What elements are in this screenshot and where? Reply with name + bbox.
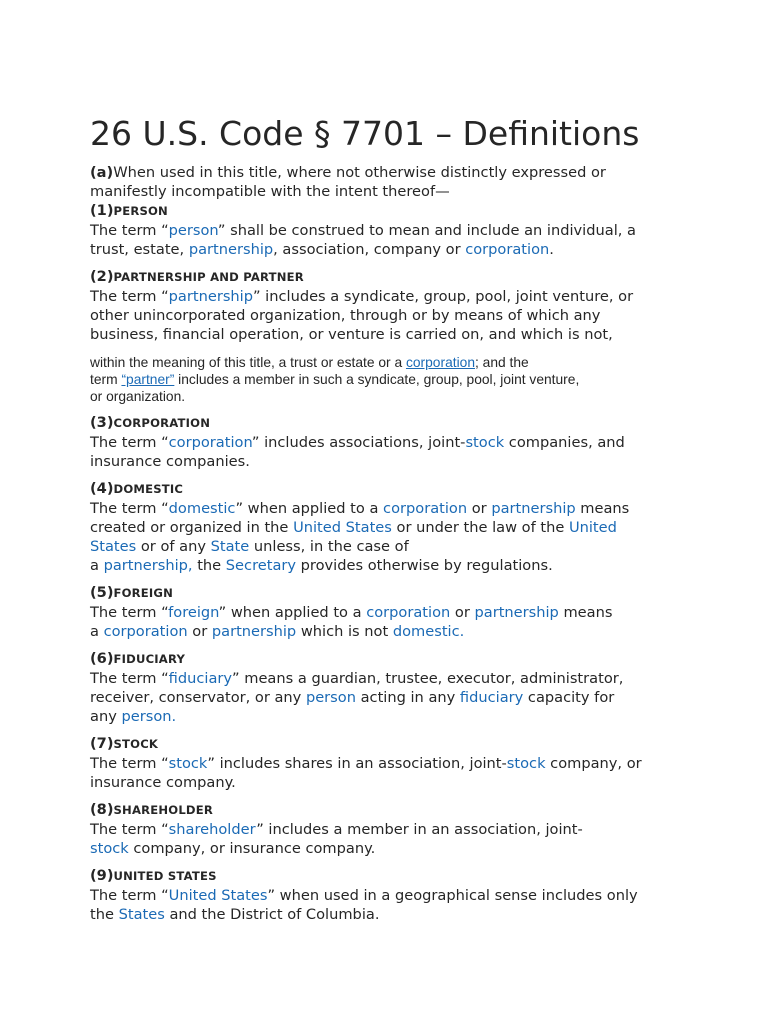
text-run: The term “ xyxy=(90,288,169,305)
definition-line xyxy=(90,518,700,537)
text-run: ; and the xyxy=(475,355,529,370)
term-link-united-states[interactable]: United xyxy=(568,519,617,536)
definition-heading xyxy=(90,866,700,886)
term-link-stock[interactable]: stock xyxy=(90,840,129,857)
continuation-line xyxy=(90,371,700,388)
text-run: The term “ xyxy=(90,670,169,687)
text-run: capacity for xyxy=(523,689,615,706)
text-run: the xyxy=(90,906,119,923)
definition-title: SHAREHOLDER xyxy=(113,803,213,817)
intro-line-1 xyxy=(90,163,700,182)
text-run: provides otherwise by regulations. xyxy=(296,557,553,574)
text-run: a xyxy=(90,623,104,640)
text-run: and the District of Columbia. xyxy=(164,906,380,923)
definition-line xyxy=(90,820,700,839)
definition-line: other unincorporated organization, through or by means of which any xyxy=(90,307,601,324)
definition-line xyxy=(90,603,700,622)
definition-title: CORPORATION xyxy=(113,416,211,430)
definition-line: insurance companies. xyxy=(90,453,250,470)
text-run: means xyxy=(575,500,630,517)
text-run: companies, and xyxy=(504,434,625,451)
definition-line xyxy=(90,707,700,726)
definition-title: FOREIGN xyxy=(113,586,174,600)
definition-line xyxy=(90,886,700,905)
definition-fiduciary xyxy=(90,649,700,726)
text-run: or of any xyxy=(136,538,211,555)
definition-line xyxy=(90,433,700,452)
definition-number: (8) xyxy=(90,801,114,818)
term-link-partnership[interactable]: partnership xyxy=(491,500,576,517)
definition-partnership xyxy=(90,267,700,405)
term-link-stock[interactable]: stock xyxy=(465,434,505,451)
text-run: trust, estate, xyxy=(90,241,189,258)
text-run: company, or insurance company. xyxy=(128,840,376,857)
definition-number: (7) xyxy=(90,735,114,752)
text-run: term xyxy=(90,372,122,387)
term-link-corporation[interactable]: corporation xyxy=(405,355,475,370)
text-run: ” includes a member in an association, joint- xyxy=(256,821,583,838)
definition-heading xyxy=(90,583,700,603)
definition-line xyxy=(90,688,700,707)
text-run: ” when applied to a xyxy=(218,604,367,621)
text-run: The term “ xyxy=(90,604,169,621)
definition-title: UNITED STATES xyxy=(113,869,217,883)
text-run: ” includes associations, joint- xyxy=(251,434,466,451)
term-link-person[interactable]: person xyxy=(168,222,218,239)
definition-line xyxy=(90,537,700,556)
term-link-person[interactable]: person xyxy=(305,689,356,706)
definition-number: (9) xyxy=(90,867,114,884)
text-run: means xyxy=(558,604,613,621)
term-link-corporation[interactable]: corporation xyxy=(383,500,468,517)
document-body xyxy=(90,163,700,924)
term-link-domestic[interactable]: domestic xyxy=(168,500,236,517)
definition-line xyxy=(90,499,700,518)
definition-number: (5) xyxy=(90,584,114,601)
term-link-united-states[interactable]: United States xyxy=(293,519,392,536)
page-title: 26 U.S. Code § 7701 – Definitions xyxy=(90,114,640,153)
continuation-line xyxy=(90,354,700,371)
text-run: or xyxy=(467,500,492,517)
definition-number: (3) xyxy=(90,414,114,431)
definition-line xyxy=(90,905,700,924)
definition-line xyxy=(90,622,700,641)
term-link-partnership[interactable]: partnership, xyxy=(103,557,193,574)
term-link-united-states[interactable]: United States xyxy=(168,887,268,904)
term-link-corporation[interactable]: corporation xyxy=(465,241,550,258)
term-link-secretary[interactable]: Secretary xyxy=(225,557,297,574)
text-run: ” when applied to a xyxy=(235,500,384,517)
definition-heading xyxy=(90,734,700,754)
text-run: created or organized in the xyxy=(90,519,294,536)
term-link-fiduciary[interactable]: fiduciary xyxy=(459,689,524,706)
definition-line xyxy=(90,240,700,259)
definition-foreign xyxy=(90,583,700,641)
definition-united-states xyxy=(90,866,700,924)
text-run: the xyxy=(192,557,226,574)
continuation-line: or organization. xyxy=(90,389,186,404)
text-run: The term “ xyxy=(90,887,169,904)
definition-line xyxy=(90,754,700,773)
text-run: The term “ xyxy=(90,222,169,239)
intro-text-1: When used in this title, where not otherwise distinctly expressed or xyxy=(113,164,606,181)
definition-corporation xyxy=(90,413,700,471)
term-link-corporation[interactable]: corporation xyxy=(366,604,451,621)
definition-heading xyxy=(90,479,700,499)
definition-heading xyxy=(90,201,700,221)
term-link-united-states[interactable]: States xyxy=(90,538,137,555)
definition-stock xyxy=(90,734,700,792)
definition-line xyxy=(90,556,700,575)
definition-heading xyxy=(90,267,700,287)
text-run: any xyxy=(90,708,122,725)
text-run: ” shall be construed to mean and include an individual, a xyxy=(217,222,636,239)
definition-person xyxy=(90,201,700,259)
text-run: or xyxy=(450,604,475,621)
text-run: The term “ xyxy=(90,821,169,838)
term-link-fiduciary[interactable]: fiduciary xyxy=(168,670,233,687)
term-link-partnership[interactable]: partnership xyxy=(474,604,559,621)
text-run: unless, in the case of xyxy=(249,538,409,555)
text-run: ” includes shares in an association, joint- xyxy=(207,755,507,772)
definition-line xyxy=(90,287,700,306)
term-link-partnership[interactable]: partnership xyxy=(188,241,274,258)
definition-shareholder xyxy=(90,800,700,858)
text-run: or under the law of the xyxy=(391,519,569,536)
text-run: ” when used in a geographical sense includes only xyxy=(267,887,638,904)
text-run: company, or xyxy=(545,755,642,772)
definition-line xyxy=(90,221,700,240)
term-link-stock[interactable]: stock xyxy=(506,755,546,772)
term-link-partner[interactable]: “partner” xyxy=(121,372,175,387)
definition-title: FIDUCIARY xyxy=(113,652,186,666)
term-link-shareholder[interactable]: shareholder xyxy=(168,821,257,838)
definition-number: (2) xyxy=(90,268,114,285)
text-run: . xyxy=(549,241,554,258)
text-run: ” includes a syndicate, group, pool, joint venture, or xyxy=(252,288,634,305)
text-run: which is not xyxy=(296,623,393,640)
definition-continuation xyxy=(90,354,700,405)
definition-line xyxy=(90,669,700,688)
definition-number: (6) xyxy=(90,650,114,667)
term-link-stock[interactable]: stock xyxy=(168,755,208,772)
definition-number: (1) xyxy=(90,202,114,219)
text-run: The term “ xyxy=(90,755,169,772)
term-link-corporation[interactable]: corporation xyxy=(103,623,188,640)
text-run: ” means a guardian, trustee, executor, administrator, xyxy=(232,670,624,687)
definition-title: PERSON xyxy=(113,204,168,218)
intro-section xyxy=(90,163,700,201)
term-link-partnership[interactable]: partnership xyxy=(168,288,253,305)
text-run: acting in any xyxy=(355,689,460,706)
term-link-domestic[interactable]: domestic. xyxy=(392,623,465,640)
term-link-corporation[interactable]: corporation xyxy=(168,434,252,451)
term-link-person[interactable]: person. xyxy=(121,708,177,725)
intro-line-2: manifestly incompatible with the intent thereof— xyxy=(90,183,450,200)
term-link-state[interactable]: State xyxy=(210,538,250,555)
definition-title: PARTNERSHIP AND PARTNER xyxy=(113,270,304,284)
definition-line xyxy=(90,839,700,858)
text-run: The term “ xyxy=(90,500,169,517)
definition-domestic xyxy=(90,479,700,575)
definition-heading xyxy=(90,649,700,669)
text-run: The term “ xyxy=(90,434,169,451)
intro-label: (a) xyxy=(90,164,114,181)
definition-heading xyxy=(90,800,700,820)
term-link-states[interactable]: States xyxy=(118,906,165,923)
text-run: , association, company or xyxy=(273,241,466,258)
text-run: or xyxy=(187,623,212,640)
term-link-partnership[interactable]: partnership xyxy=(211,623,297,640)
definition-line: business, financial operation, or venture is carried on, and which is not, xyxy=(90,326,613,343)
definition-line: insurance company. xyxy=(90,774,236,791)
definition-title: STOCK xyxy=(113,737,159,751)
definition-number: (4) xyxy=(90,480,114,497)
text-run: within the meaning of this title, a trust or estate or a xyxy=(90,355,406,370)
text-run: receiver, conservator, or any xyxy=(90,689,306,706)
text-run: includes a member in such a syndicate, group, pool, joint venture, xyxy=(174,372,580,387)
definition-heading xyxy=(90,413,700,433)
term-link-foreign[interactable]: foreign xyxy=(168,604,219,621)
text-run: a xyxy=(90,557,104,574)
definition-title: DOMESTIC xyxy=(113,482,184,496)
